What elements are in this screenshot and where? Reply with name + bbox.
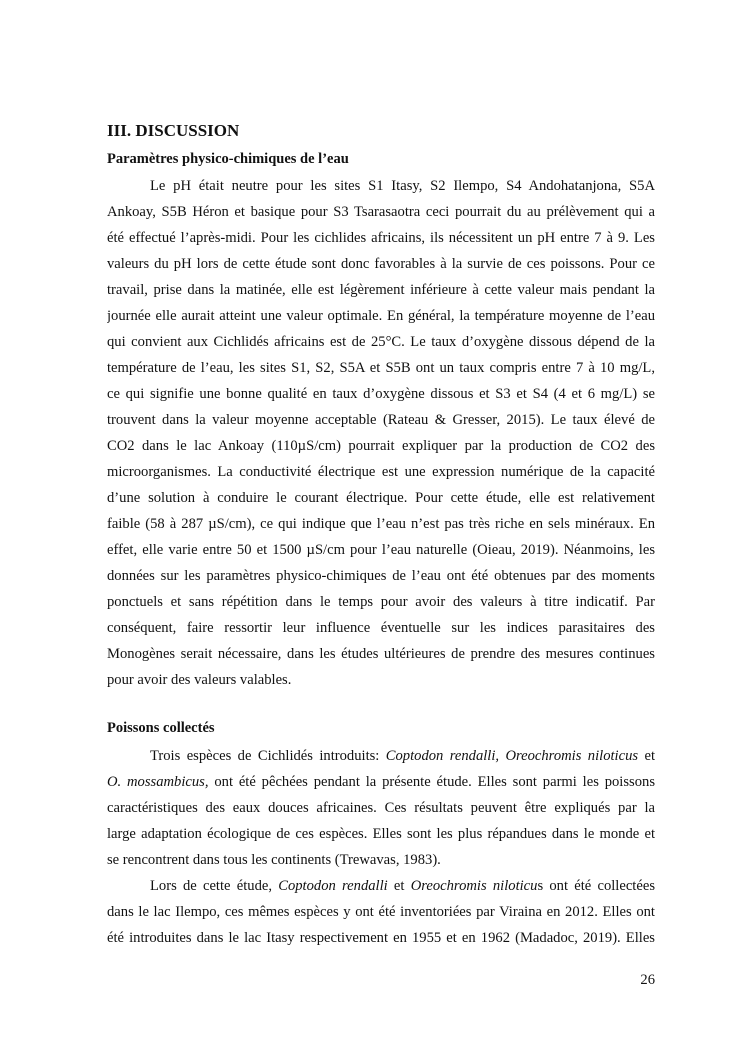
text-segment: conséquent, faire ressortir leur influence éventuelle sur les indices parasitaires des (107, 620, 655, 636)
text-segment: été effectué l’après-midi. Pour les cichlides africains, ils nécessitent un pH entre 7 à 9. Les (107, 230, 655, 246)
text-line (107, 199, 655, 225)
text-segment: faible (58 à 287 µS/cm), ce qui indique que l’eau n’est pas très riche en sels minéraux. En (107, 516, 655, 532)
text-segment: et (387, 878, 411, 894)
page-number: 26 (640, 972, 655, 988)
text-line (107, 511, 655, 537)
text-line (107, 433, 655, 459)
text-segment: ce qui signifie une bonne qualité en taux d’oxygène dissous et S3 et S4 (4 et 6 mg/L) se (107, 386, 655, 402)
text-segment: large adaptation écologique de ces espèces. Elles sont les plus répandues dans le monde et (107, 826, 655, 842)
text-segment: effet, elle varie entre 50 et 1500 µS/cm pour l’eau naturelle (Oieau, 2019). Néanmoins, les (107, 542, 655, 558)
text-line (107, 537, 655, 563)
text-line (107, 407, 655, 433)
text-segment: pour avoir des valeurs valables. (107, 672, 292, 688)
text-segment: microorganismes. La conductivité électrique est une expression numérique de la capacité (107, 464, 655, 480)
italic-species-name: Oreochromis niloticu (410, 878, 538, 894)
text-segment: ponctuels et sans répétition dans le temps pour avoir des valeurs à titre indicatif. Par (107, 594, 655, 610)
text-segment: Le pH était neutre pour les sites S1 Itasy, S2 Ilempo, S4 Andohatanjona, S5A (150, 178, 655, 194)
text-segment: Ankoay, S5B Héron et basique pour S3 Tsarasaotra ceci pourrait du au prélèvement qui a (107, 204, 655, 220)
italic-species-name: O. mossambicus, (107, 774, 209, 790)
text-line (107, 173, 655, 199)
text-segment: d’une solution à conduire le courant électrique. Pour cette étude, elle est relativement (107, 490, 655, 506)
text-segment: Trois espèces de Cichlidés introduits: (150, 748, 386, 764)
italic-species-name: Coptodon rendalli, Oreochromis niloticus (385, 748, 639, 764)
text-line (107, 899, 655, 925)
text-segment: se rencontrent dans tous les continents (Trewavas, 1983). (107, 852, 441, 868)
text-line (107, 355, 655, 381)
italic-species-name: Coptodon rendalli (278, 878, 388, 894)
text-segment: qui convient aux Cichlidés africains est de 25°C. Le taux d’oxygène dissous dépend de la (107, 334, 655, 350)
text-line (107, 743, 655, 769)
text-line (107, 589, 655, 615)
text-segment: et (638, 748, 655, 764)
text-segment: Lors de cette étude, (150, 878, 279, 894)
text-line (107, 329, 655, 355)
text-line (107, 381, 655, 407)
text-line (107, 847, 655, 873)
text-line (107, 641, 655, 667)
text-line (107, 821, 655, 847)
text-line (107, 667, 655, 693)
text-segment: CO2 dans le lac Ankoay (110µS/cm) pourrait expliquer par la production de CO2 des (107, 438, 655, 454)
text-segment: Monogènes serait nécessaire, dans les études ultérieures de prendre des mesures continues (107, 646, 655, 662)
text-line (107, 925, 655, 951)
text-line (107, 795, 655, 821)
text-line (107, 563, 655, 589)
section-heading: III. DISCUSSION (107, 121, 240, 140)
subsection-title-poissons: Poissons collectés (107, 720, 215, 736)
text-line (107, 615, 655, 641)
text-line (107, 873, 655, 899)
text-segment: travail, prise dans la matinée, elle est légèrement inférieure à cette valeur mais pendant la (107, 282, 655, 298)
text-line (107, 459, 655, 485)
text-line (107, 769, 655, 795)
text-segment: s ont été collectées (537, 878, 655, 894)
text-segment: journée elle aurait atteint une valeur optimale. En général, la température moyenne de l’eau (107, 308, 655, 324)
paragraph-poissons-2 (107, 873, 655, 951)
text-segment: caractéristiques des eaux douces africaines. Ces résultats peuvent être expliqués par la (107, 800, 655, 816)
text-line (107, 485, 655, 511)
text-segment: valeurs du pH lors de cette étude sont donc favorables à la survie de ces poissons. Pour ce (107, 256, 655, 272)
text-segment: été introduites dans le lac Itasy respectivement en 1955 et en 1962 (Madadoc, 2019). Elles (107, 930, 655, 946)
text-segment: dans le lac Ilempo, ces mêmes espèces y ont été inventoriées par Viraina en 2012. Elles ont (107, 904, 655, 920)
text-segment: trouvent dans la valeur moyenne acceptable (Rateau & Gresser, 2015). Le taux élevé de (107, 412, 655, 428)
text-segment: ont été pêchées pendant la présente étude. Elles sont parmi les poissons (208, 774, 655, 790)
subsection-title-parametres: Paramètres physico-chimiques de l’eau (107, 151, 349, 167)
text-line (107, 303, 655, 329)
paragraph-poissons-1 (107, 743, 655, 873)
text-segment: température de l’eau, les sites S1, S2, S5A et S5B ont un taux compris entre 7 à 10 mg/L, (107, 360, 655, 376)
paragraph-parametres (107, 173, 655, 693)
text-line (107, 277, 655, 303)
text-line (107, 225, 655, 251)
text-line (107, 251, 655, 277)
text-segment: données sur les paramètres physico-chimiques de l’eau ont été obtenues par des moments (107, 568, 655, 584)
